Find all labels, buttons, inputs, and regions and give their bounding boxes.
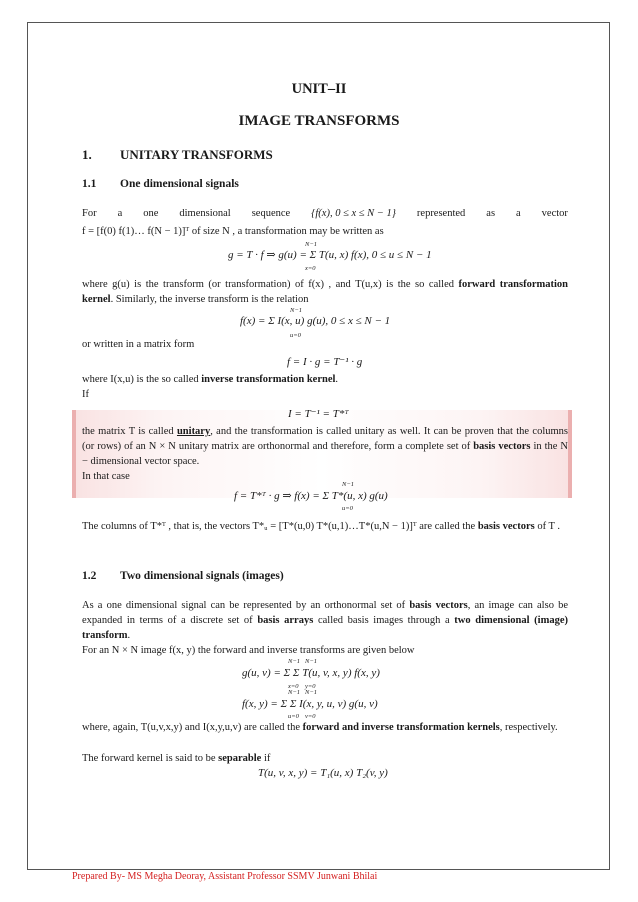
footer-credit: Prepared By- MS Megha Deoray, Assistant Professor SSMV Junwani Bhilai xyxy=(72,871,378,882)
text-run: The columns of T*ᵀ , that is, the vectors T*ᵤ = [T*(u,0) T*(u,1)…T*(u,N − 1)]ᵀ are called the xyxy=(82,521,478,532)
equation-unitary-condition: I = T⁻¹ = T*ᵀ xyxy=(288,408,349,420)
word: a xyxy=(117,208,123,219)
word: dimensional xyxy=(179,208,231,219)
equation-text: g = T · f ⇒ g(u) = Σ T(u, x) f(x), 0 ≤ u ≤ N − 1 xyxy=(228,249,432,261)
text-run: , an image can also be expanded in terms of a discrete set of xyxy=(82,600,568,626)
text-run: . xyxy=(127,630,131,641)
paragraph xyxy=(82,519,568,534)
section-number: 1. xyxy=(82,147,92,162)
sum-lower-limit: u=0 xyxy=(290,332,301,339)
paragraph xyxy=(82,720,568,735)
bold-term: forward transformation kernel xyxy=(82,279,568,305)
sum-upper-limit: N−1 xyxy=(290,307,302,314)
paragraph xyxy=(82,424,568,469)
equation-separable: T(u, v, x, y) = T₁(u, x) T₂(v, y) xyxy=(258,767,388,779)
paragraph-line: f = [f(0) f(1)… f(N − 1)]ᵀ of size N , a transformation may be written as xyxy=(82,226,384,237)
subsection-heading-1-2 xyxy=(82,570,284,582)
sum-lower-limit: u=0 xyxy=(288,713,299,720)
text-run: if xyxy=(261,753,271,764)
word: vector xyxy=(541,208,568,219)
equation-forward-1d xyxy=(228,248,432,261)
paragraph xyxy=(82,277,568,307)
bold-term: basis vectors xyxy=(409,600,468,611)
sum-lower-limit: u=0 xyxy=(342,505,353,512)
bold-term: unitary xyxy=(176,426,211,437)
word: a xyxy=(516,208,521,219)
sum-upper-limit: N−1 xyxy=(305,241,317,248)
bold-term: basis arrays xyxy=(257,615,314,626)
text-run: where g(u) is the transform (or transformation) of f(x) , and T(u,x) is the so called xyxy=(82,279,459,290)
text-run: . xyxy=(335,374,339,385)
paragraph-line xyxy=(82,206,568,221)
unit-heading: UNIT–II xyxy=(291,81,347,97)
text-run: of T . xyxy=(534,521,560,532)
bold-term: separable xyxy=(218,753,262,764)
sum-lower-limit: x=0 xyxy=(305,265,316,272)
paragraph: In that case xyxy=(82,471,130,482)
word: one xyxy=(143,208,159,219)
paragraph: If xyxy=(82,389,89,400)
sum-lower-limit: y=0 xyxy=(305,683,316,690)
subsection-heading-1-1 xyxy=(82,178,239,190)
word: as xyxy=(486,208,496,219)
sum-lower-limit: x=0 xyxy=(288,683,299,690)
bold-term: basis vectors xyxy=(477,521,535,532)
equation-inverse-1d: f(x) = Σ I(x, u) g(u), 0 ≤ x ≤ N − 1 xyxy=(240,315,391,327)
page-title: IMAGE TRANSFORMS xyxy=(238,113,400,129)
word: represented xyxy=(416,208,466,219)
paragraph xyxy=(82,598,568,643)
text-run: As a one dimensional signal can be represented by an orthonormal set of xyxy=(82,600,410,611)
subsection-number: 1.1 xyxy=(82,178,97,190)
subsection-title: One dimensional signals xyxy=(120,178,239,190)
section-heading-1 xyxy=(82,147,273,163)
equation-matrix-form: f = I · g = T⁻¹ · g xyxy=(287,356,363,368)
subsection-title: Two dimensional signals (images) xyxy=(120,570,284,582)
sum-upper-limit: N−1 xyxy=(288,689,300,696)
paragraph: For an N × N image f(x, y) the forward and inverse transforms are given below xyxy=(82,645,415,656)
subsection-number: 1.2 xyxy=(82,570,97,582)
paragraph xyxy=(82,751,568,766)
bold-term: forward and inverse transformation kernels xyxy=(302,722,500,733)
sum-upper-limit: N−1 xyxy=(305,658,317,665)
word: For xyxy=(82,208,97,219)
section-title: UNITARY TRANSFORMS xyxy=(120,147,273,162)
equation-inverse-2d: f(x, y) = Σ Σ I(x, y, u, v) g(u, v) xyxy=(242,698,378,710)
equation-inverse-unitary: f = T*ᵀ · g ⇒ f(x) = Σ T*(u, x) g(u) xyxy=(234,490,388,502)
text-run: , respectively. xyxy=(499,722,558,733)
text-run: The forward kernel is said to be xyxy=(82,753,219,764)
text-run: where I(x,u) is the so called xyxy=(82,374,202,385)
math-inline: {f(x), 0 ≤ x ≤ N − 1} xyxy=(311,208,396,219)
text-run: , and the transformation is called unitary as well. It can be proven that the columns (or rows) of an N × N unitary matrix are orthonormal and therefore, form a complete set of xyxy=(82,426,568,452)
sum-upper-limit: N−1 xyxy=(342,481,354,488)
text-run: where, again, T(u,v,x,y) and I(x,y,u,v) are called the xyxy=(82,722,303,733)
sum-upper-limit: N−1 xyxy=(305,689,317,696)
text-run: . Similarly, the inverse transform is the relation xyxy=(110,294,309,305)
equation-forward-2d: g(u, v) = Σ Σ T(u, v, x, y) f(x, y) xyxy=(242,667,380,679)
bold-term: basis vectors xyxy=(473,441,531,452)
paragraph xyxy=(82,372,568,387)
word: sequence xyxy=(251,208,291,219)
bold-term: inverse transformation kernel xyxy=(201,374,336,385)
sum-lower-limit: v=0 xyxy=(305,713,316,720)
sum-upper-limit: N−1 xyxy=(288,658,300,665)
paragraph: or written in a matrix form xyxy=(82,339,195,350)
text-run: the matrix T is called xyxy=(82,426,177,437)
bold-term: two dimensional (image) transform xyxy=(82,615,568,641)
text-run: called basis images through a xyxy=(313,615,455,626)
text-run: in the N − dimensional vector space. xyxy=(82,441,568,467)
